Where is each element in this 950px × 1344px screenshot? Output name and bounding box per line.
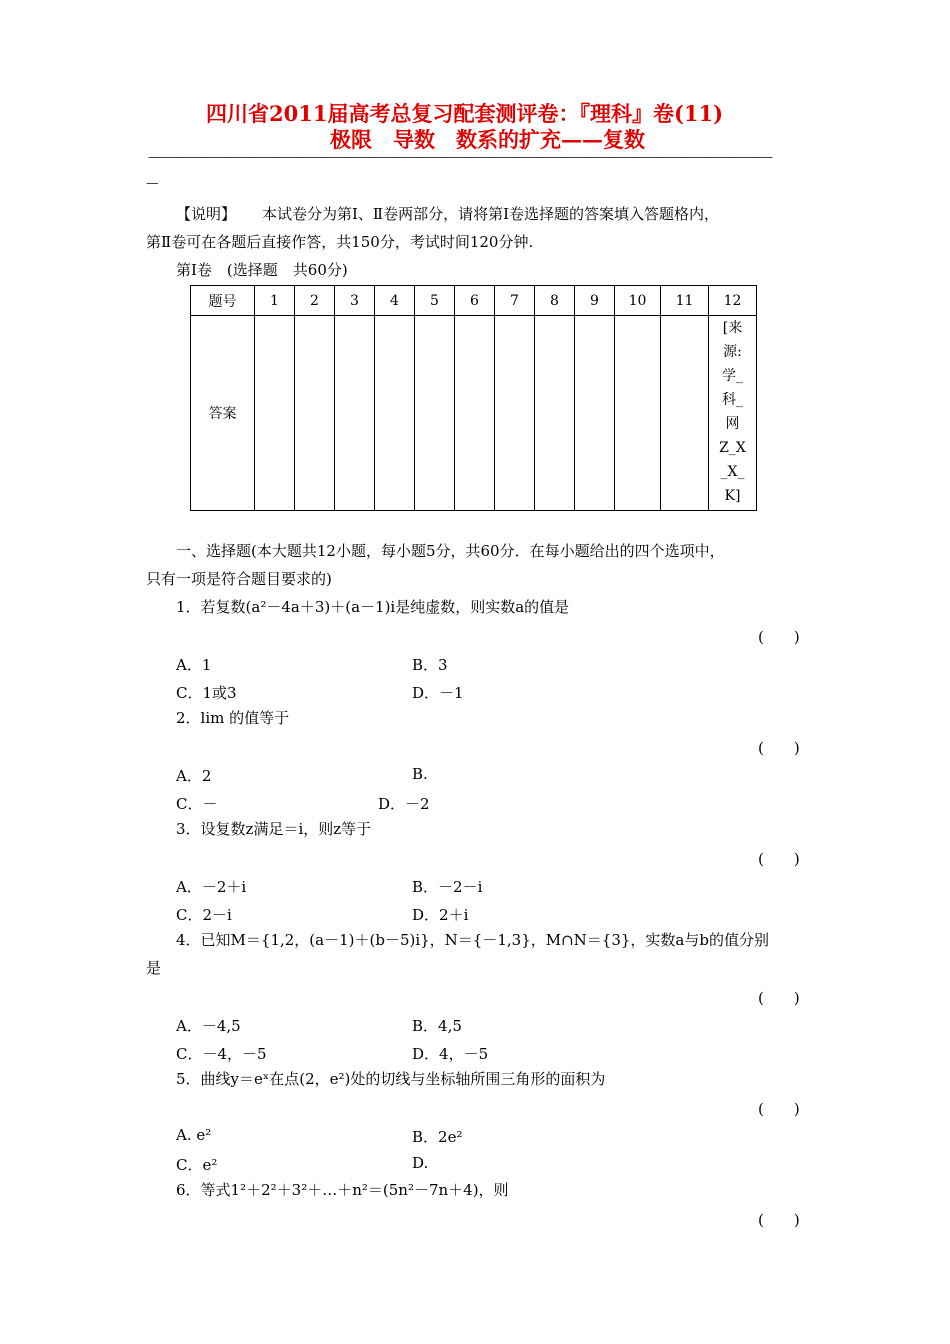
- answer-cell-5[interactable]: [415, 316, 455, 511]
- section-a-line2: 只有一项是符合题目要求的): [146, 570, 332, 588]
- table-number-cell: 10: [615, 286, 661, 316]
- intro-text-1: 本试卷分为第Ⅰ、Ⅱ卷两部分，请将第Ⅰ卷选择题的答案填入答题格内，: [262, 205, 720, 223]
- option-d[interactable]: D．2＋i: [412, 906, 469, 924]
- answer-cell-10[interactable]: [615, 316, 661, 511]
- answer-paren[interactable]: ( ): [758, 850, 800, 868]
- question-5-stem: 5．曲线y＝eˣ在点(2，e²)处的切线与坐标轴所围三角形的面积为: [176, 1070, 606, 1088]
- option-a[interactable]: A．1: [176, 656, 212, 674]
- watermark-line: 学_: [722, 368, 743, 384]
- answer-paren[interactable]: ( ): [758, 1100, 800, 1118]
- table-number-cell: 5: [415, 286, 455, 316]
- answer-cell-9[interactable]: [575, 316, 615, 511]
- question-4-stem-line2: 是: [146, 959, 162, 977]
- answer-cell-7[interactable]: [495, 316, 535, 511]
- answer-cell-12[interactable]: [709, 316, 757, 511]
- question-2-stem: 2．lim 的值等于: [176, 709, 290, 727]
- answer-cell-8[interactable]: [535, 316, 575, 511]
- answer-cell-4[interactable]: [375, 316, 415, 511]
- table-number-cell: 6: [455, 286, 495, 316]
- option-b[interactable]: B.: [412, 765, 428, 783]
- watermark-line: 网: [725, 416, 740, 432]
- watermark-line: Z_X: [719, 440, 746, 456]
- watermark-line: [来: [722, 320, 743, 336]
- table-number-cell: 8: [535, 286, 575, 316]
- option-c[interactable]: C．1或3: [176, 684, 237, 702]
- table-number-cell: 1: [255, 286, 295, 316]
- section1-heading: 第Ⅰ卷 (选择题 共60分): [176, 261, 348, 279]
- table-number-cell: 2: [295, 286, 335, 316]
- watermark-line: 源:: [723, 344, 742, 360]
- option-a[interactable]: A．－4,5: [176, 1017, 241, 1035]
- option-b[interactable]: B．2e²: [412, 1128, 463, 1146]
- option-d[interactable]: D．－1: [412, 684, 464, 702]
- question-6-stem: 6．等式1²＋2²＋3²＋…＋n²＝(5n²－7n＋4)，则: [176, 1181, 509, 1199]
- option-d[interactable]: D．－2: [378, 795, 430, 813]
- watermark-line: 科_: [722, 392, 743, 408]
- watermark-text: [709, 316, 756, 508]
- table-number-cell: 7: [495, 286, 535, 316]
- watermark-line: _X_: [720, 464, 745, 480]
- page-title-line2: 极限 导数 数系的扩充——复数: [330, 127, 645, 152]
- answer-table-answer-row: [191, 316, 757, 511]
- option-b[interactable]: B．－2－i: [412, 878, 483, 896]
- table-number-cell: 11: [661, 286, 709, 316]
- option-c[interactable]: C．e²: [176, 1156, 218, 1174]
- option-b[interactable]: B．4,5: [412, 1017, 462, 1035]
- answer-table: [190, 285, 757, 511]
- intro-text-2: 第Ⅱ卷可在各题后直接作答，共150分，考试时间120分钟.: [146, 233, 534, 251]
- table-row-label: 答案: [191, 316, 255, 511]
- answer-cell-3[interactable]: [335, 316, 375, 511]
- option-a[interactable]: A．－2＋i: [176, 878, 247, 896]
- option-a[interactable]: A．2: [176, 767, 212, 785]
- table-number-cell: 12: [709, 286, 757, 316]
- separator-line: ————————————————————————————————————————————————————: [148, 150, 772, 165]
- answer-cell-11[interactable]: [661, 316, 709, 511]
- option-b[interactable]: B．3: [412, 656, 448, 674]
- answer-paren[interactable]: ( ): [758, 1211, 800, 1229]
- option-a[interactable]: A. e²: [176, 1126, 212, 1144]
- table-number-cell: 4: [375, 286, 415, 316]
- answer-paren[interactable]: ( ): [758, 739, 800, 757]
- question-1-stem: 1．若复数(a²－4a＋3)＋(a－1)i是纯虚数，则实数a的值是: [176, 598, 570, 616]
- answer-paren[interactable]: ( ): [758, 989, 800, 1007]
- answer-cell-6[interactable]: [455, 316, 495, 511]
- answer-cell-1[interactable]: [255, 316, 295, 511]
- separator-tail: —: [146, 176, 158, 191]
- option-c[interactable]: C．－: [176, 795, 218, 813]
- intro-label: 【说明】: [176, 205, 237, 223]
- option-c[interactable]: C．－4，－5: [176, 1045, 267, 1063]
- table-number-cell: 3: [335, 286, 375, 316]
- page-title-line1: 四川省2011届高考总复习配套测评卷：『理科』卷(11): [206, 101, 724, 126]
- answer-cell-2[interactable]: [295, 316, 335, 511]
- answer-paren[interactable]: ( ): [758, 628, 800, 646]
- option-c[interactable]: C．2－i: [176, 906, 232, 924]
- question-3-stem: 3．设复数z满足＝i，则z等于: [176, 820, 372, 838]
- table-number-cell: 9: [575, 286, 615, 316]
- watermark-line: K]: [724, 488, 741, 504]
- option-d[interactable]: D.: [412, 1154, 429, 1172]
- section-a-line1: 一、选择题(本大题共12小题，每小题5分，共60分．在每小题给出的四个选项中，: [176, 542, 725, 560]
- option-d[interactable]: D．4，－5: [412, 1045, 489, 1063]
- answer-table-header-row: [191, 286, 757, 316]
- question-4-stem-line1: 4．已知M＝{1,2，(a－1)＋(b－5)i}，N＝{－1,3}，M∩N＝{3}，实数a与b的值分别: [176, 931, 769, 949]
- table-header-label: 题号: [191, 286, 255, 316]
